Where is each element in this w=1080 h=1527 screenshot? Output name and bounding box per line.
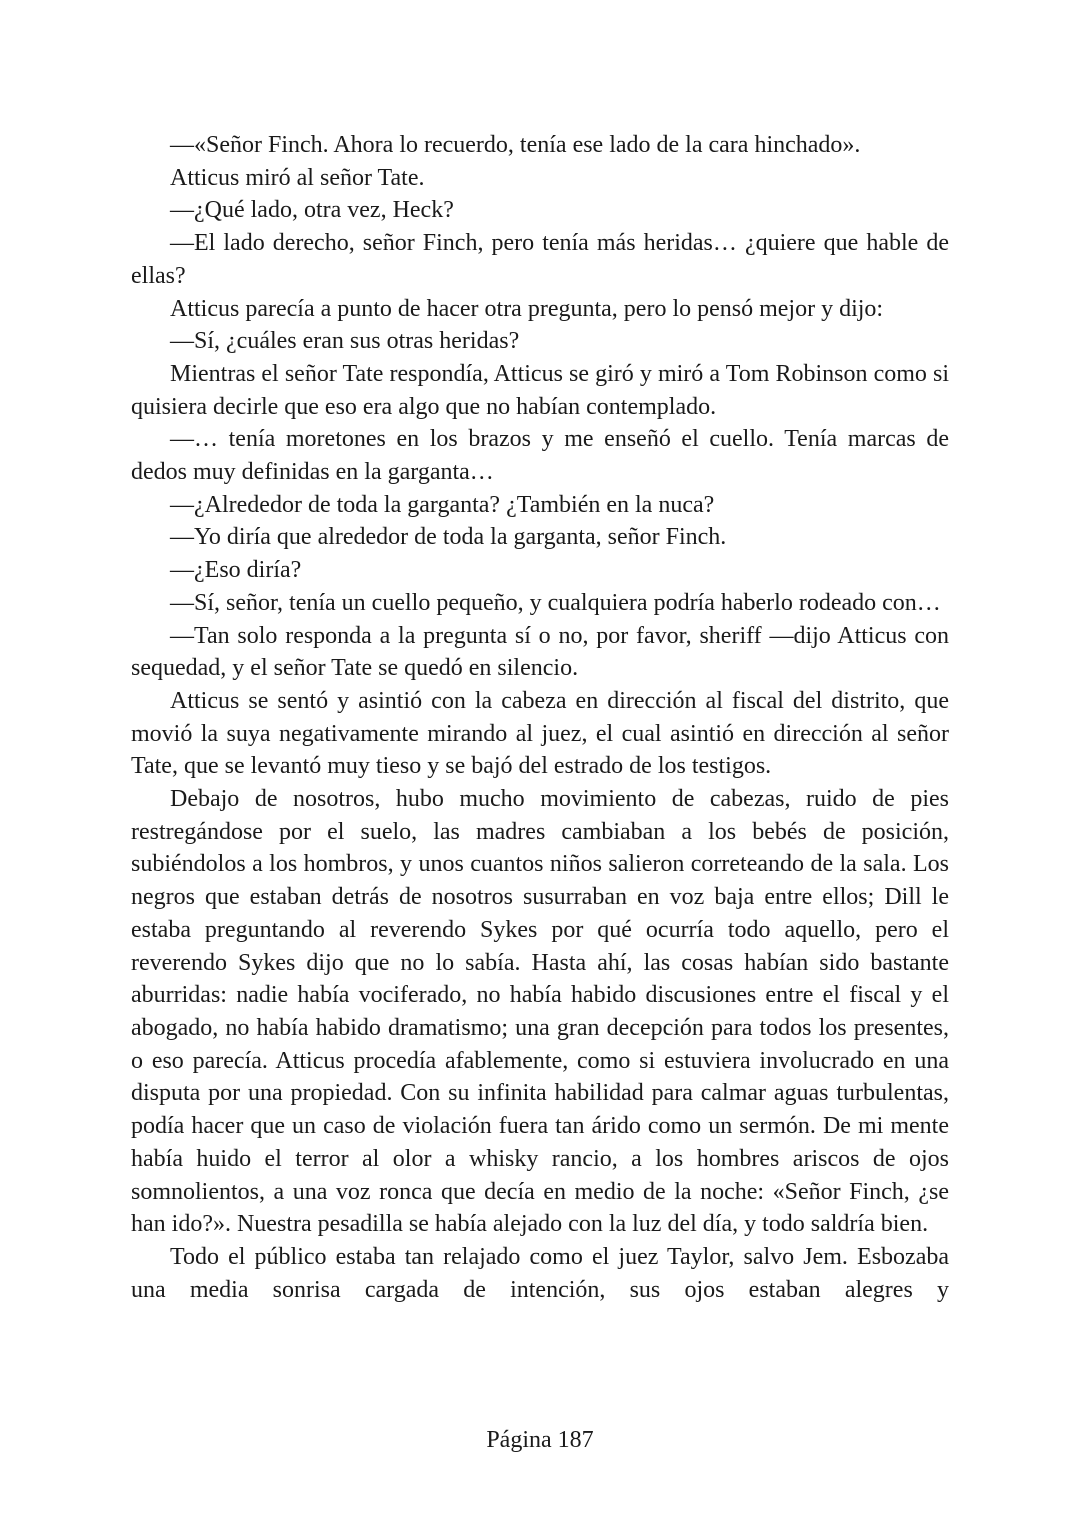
page-number: Página 187: [486, 1427, 594, 1453]
paragraph: —El lado derecho, señor Finch, pero tenía más heridas… ¿quiere que hable de ellas?: [131, 230, 949, 289]
paragraph: —¿Qué lado, otra vez, Heck?: [170, 197, 454, 224]
paragraph: —¿Alrededor de toda la garganta? ¿También en la nuca?: [170, 491, 715, 518]
paragraph: Atticus se sentó y asintió con la cabeza en dirección al fiscal del distrito, que movió la suya negativamente mirando al juez, el cual asintió en dirección al señor Tate, que se levantó muy tieso y se bajó del estrado de los testigos.: [131, 687, 949, 780]
paragraph: —… tenía moretones en los brazos y me enseñó el cuello. Tenía marcas de dedos muy definidas en la garganta…: [131, 426, 949, 486]
paragraph: Atticus parecía a punto de hacer otra pregunta, pero lo pensó mejor y dijo:: [170, 295, 884, 322]
paragraph: Atticus miró al señor Tate.: [170, 164, 425, 191]
paragraph: —¿Eso diría?: [170, 557, 302, 584]
paragraph: —Yo diría que alrededor de toda la garganta, señor Finch.: [170, 524, 727, 551]
paragraph: —Sí, señor, tenía un cuello pequeño, y cualquiera podría haberlo rodeado con…: [170, 589, 941, 616]
paragraph: —Sí, ¿cuáles eran sus otras heridas?: [170, 328, 520, 355]
page-body: [131, 129, 949, 1306]
paragraph: Debajo de nosotros, hubo mucho movimiento de cabezas, ruido de pies restregándose por el suelo, las madres cambiaban a los bebés de posición, subiéndolos a los hombros, y unos cuantos niños salieron correteando de la sala. Los negros que estaban detrás de nosotros susurraban en voz baja entre ellos; Dill le estaba preguntando al reverendo Sykes por qué ocurría todo aquello, pero el reverendo Sykes dijo que no lo sabía. Hasta ahí, las cosas habían sido bastante aburridas: nadie había vociferado, no había habido discusiones entre el fiscal y el abogado, no había habido dramatismo; una gran decepción para todos los presentes, o eso parecía. Atticus procedía afablemente, como si estuviera involucrado en una disputa por una propiedad. Con su infinita habilidad para calmar aguas turbulentas, podía hacer que un caso de violación fuera tan árido como un sermón. De mi mente había huido el terror al olor a whisky rancio, a los hombres ariscos de ojos somnolientos, a una voz ronca que decía en medio de la noche: «Señor Finch, ¿se han ido?». Nuestra pesadilla se había alejado con la luz del día, y todo saldría bien.: [131, 786, 949, 1238]
paragraph: Mientras el señor Tate respondía, Atticus se giró y miró a Tom Robinson como si quisiera decirle que eso era algo que no habían contemplado.: [131, 360, 949, 420]
paragraph: Todo el público estaba tan relajado como el juez Taylor, salvo Jem. Esbozaba una media sonrisa cargada de intención, sus ojos estaban alegres y: [131, 1243, 949, 1303]
paragraph: —«Señor Finch. Ahora lo recuerdo, tenía ese lado de la cara hinchado».: [170, 132, 861, 158]
paragraph: —Tan solo responda a la pregunta sí o no, por favor, sheriff —dijo Atticus con sequedad, y el señor Tate se quedó en silencio.: [131, 622, 949, 682]
